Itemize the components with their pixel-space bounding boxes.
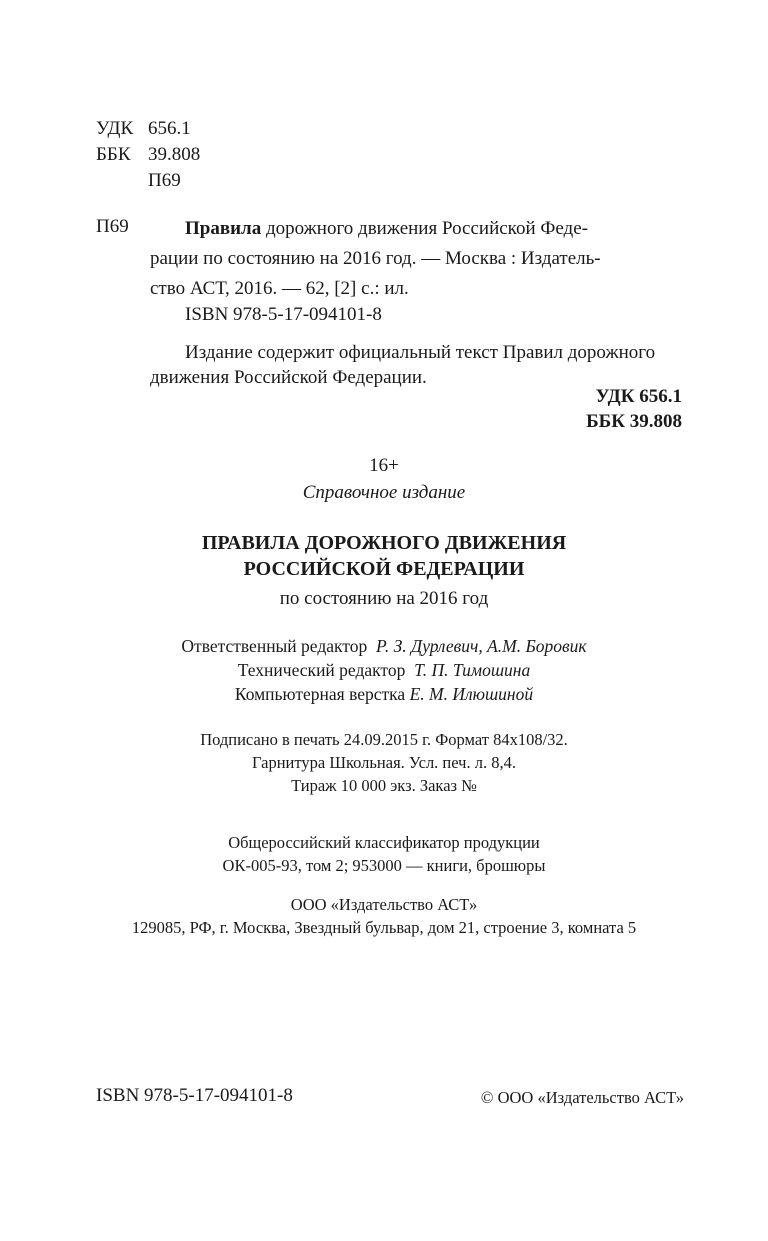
bbk-value: 39.808: [148, 144, 201, 165]
credit-role: Технический редактор: [237, 660, 406, 680]
bbk-bold: ББК 39.808: [586, 411, 682, 432]
bbk-key: ББК: [96, 144, 131, 165]
credits: [0, 634, 768, 706]
main-subtitle: по состоянию на 2016 год: [279, 588, 489, 609]
credit-role: Ответственный редактор: [181, 636, 368, 656]
udk-value: 656.1: [148, 118, 191, 139]
credit-line-3: [0, 682, 768, 706]
udk-key: УДК: [96, 118, 134, 139]
print-info-line-1: Подписано в печать 24.09.2015 г. Формат 84х108/32.: [200, 730, 568, 749]
credit-line-2: [0, 658, 768, 682]
credit-role: Компьютерная верстка: [234, 684, 406, 704]
footer-copyright: © ООО «Издательство АСТ»: [480, 1088, 684, 1107]
entry-line-3: ство АСТ, 2016. — 62, [2] с.: ил.: [150, 278, 409, 299]
credit-person: Е. М. Илюшиной: [409, 684, 534, 704]
annotation: [150, 340, 685, 390]
top-codes: [96, 116, 200, 194]
entry-line-1: [150, 214, 685, 244]
age-rating: 16+: [369, 455, 399, 476]
print-info-line-3: Тираж 10 000 экз. Заказ №: [291, 776, 477, 795]
udk-code: [96, 116, 200, 142]
footer-isbn: ISBN 978-5-17-094101-8: [96, 1085, 293, 1106]
udk-bold: УДК 656.1: [595, 386, 682, 407]
main-title-line-2: РОССИЙСКОЙ ФЕДЕРАЦИИ: [243, 558, 525, 580]
publisher: [0, 893, 768, 939]
classifier-line-1: Общероссийский классификатор продукции: [228, 833, 540, 852]
bibliographic-entry: [150, 214, 685, 304]
credit-person: Р. З. Дурлевич, А.М. Боровик: [375, 636, 587, 656]
entry-line-1-rest: дорожного движения Российской Феде-: [265, 218, 588, 239]
main-title-line-1: ПРАВИЛА ДОРОЖНОГО ДВИЖЕНИЯ: [201, 532, 567, 554]
entry-isbn: ISBN 978-5-17-094101-8: [185, 304, 382, 325]
credit-person: Т. П. Тимошина: [414, 660, 531, 680]
publisher-name: ООО «Издательство АСТ»: [290, 895, 478, 914]
classifier-line-2: ОК-005-93, том 2; 953000 — книги, брошюры: [222, 856, 546, 875]
print-info-line-2: Гарнитура Школьная. Усл. печ. л. 8,4.: [252, 753, 516, 772]
annotation-line-2: движения Российской Федерации.: [150, 367, 427, 388]
publisher-address: 129085, РФ, г. Москва, Звездный бульвар, дом 21, строение 3, комната 5: [131, 918, 637, 937]
entry-title-bold: Правила: [185, 218, 262, 239]
entry-line-2: рации по состоянию на 2016 год. — Москва : Издатель-: [150, 248, 601, 269]
main-title: [0, 530, 768, 582]
bbk-code: [96, 142, 200, 168]
author-mark: [96, 168, 200, 194]
edition-type: Справочное издание: [302, 482, 466, 503]
bottom-codes: [586, 384, 682, 434]
credit-line-1: [0, 634, 768, 658]
annotation-line-1: Издание содержит официальный текст Правил дорожного: [185, 342, 656, 363]
classifier: [0, 831, 768, 877]
entry-mark: П69: [96, 216, 129, 237]
print-info: [0, 728, 768, 797]
author-mark-value: П69: [148, 170, 181, 191]
